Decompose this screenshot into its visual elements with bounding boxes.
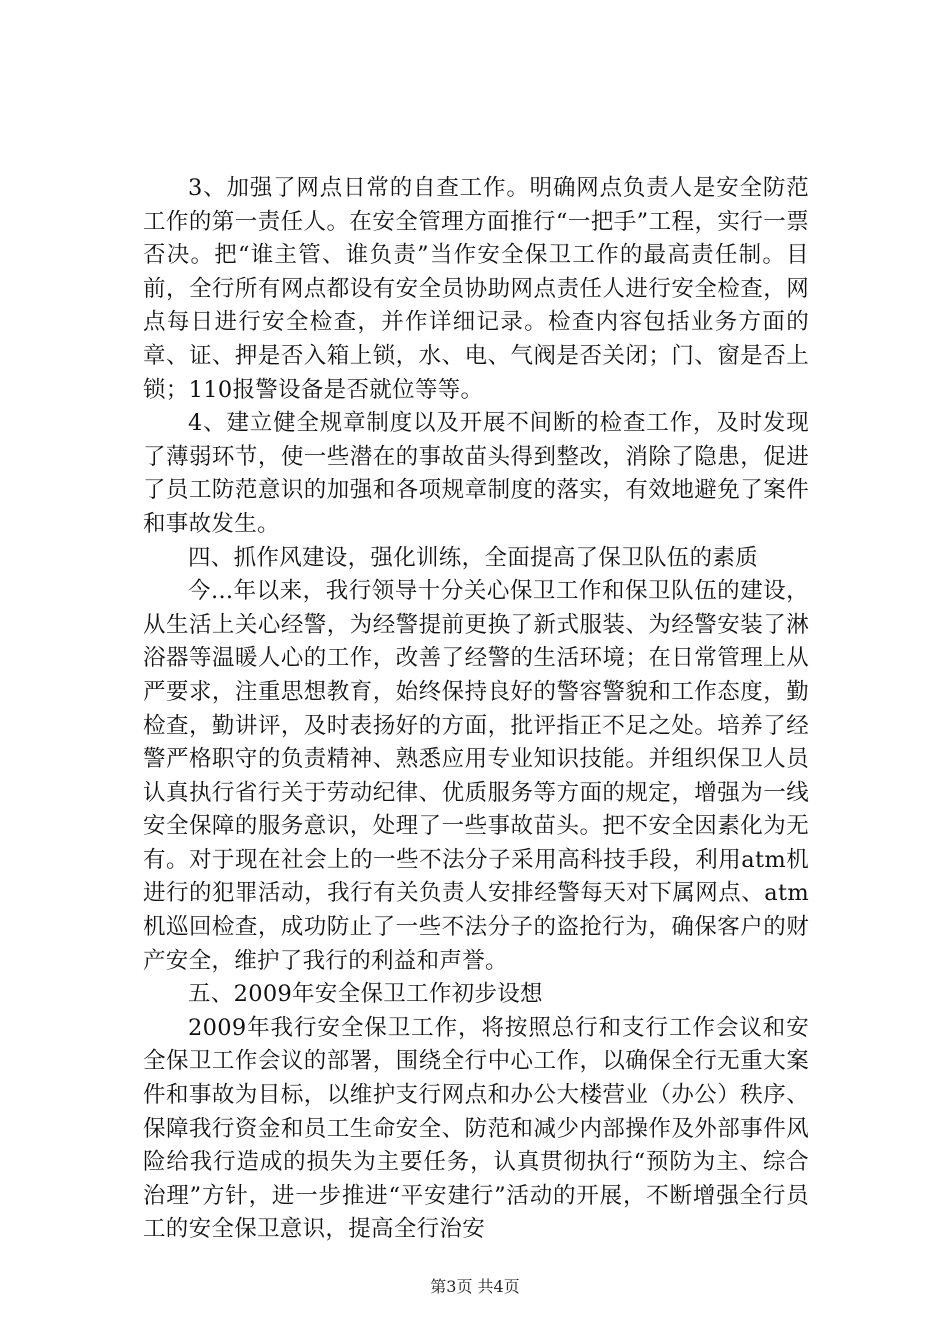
section-heading-five: 五、2009年安全保卫工作初步设想 [188, 981, 543, 1008]
section-heading-four: 四、抓作风建设，强化训练，全面提高了保卫队伍的素质 [188, 544, 759, 571]
paragraph-self-inspection: 3、加强了网点日常的自查工作。明确网点负责人是安全防范工作的第一责任人。在安全管理方面推行“一把手”工程，实行一票否决。把“谁主管、谁负责”当作安全保卫工作的最高责任制。目前，全行所有网点都设有安全员协助网点责任人进行安全检查，网点每日进行安全检查，并作详细记录。检查内容包括业务方面的章、证、押是否入箱上锁，水、电、气阀是否关闭；门、窗是否上锁；110报警设备是否就位等等。 [143, 175, 809, 403]
paragraph-rules-system: 4、建立健全规章制度以及开展不间断的检查工作，及时发现了薄弱环节，使一些潜在的事故苗头得到整改，消除了隐患，促进了员工防范意识的加强和各项规章制度的落实，有效地避免了案件和事故发生。 [143, 410, 809, 537]
paragraph-2009-plan: 2009年我行安全保卫工作，将按照总行和支行工作会议和安全保卫工作会议的部署，围绕全行中心工作，以确保全行无重大案件和事故为目标，以维护支行网点和办公大楼营业（办公）秩序、保障我行资金和员工生命安全、防范和减少内部操作及外部事件风险给我行造成的损失为主要任务，认真贯彻执行“预防为主、综合治理”方针，进一步推进“平安建行”活动的开展，不断增强全行员工的安全保卫意识，提高全行治安 [143, 1014, 809, 1243]
document-body [143, 172, 809, 1247]
paragraph-team-building: 今...年以来，我行领导十分关心保卫工作和保卫队伍的建设，从生活上关心经警，为经警提前更换了新式服装、为经警安装了淋浴器等温暖人心的工作，改善了经警的生活环境；在日常管理上从严要求，注重思想教育，始终保持良好的警容警貌和工作态度，勤检查，勤讲评，及时表扬好的方面，批评指正不足之处。培养了经警严格职守的负责精神、熟悉应用专业知识技能。并组织保卫人员认真执行省行关于劳动纪律、优质服务等方面的规定，增强为一线安全保障的服务意识，处理了一些事故苗头。把不安全因素化为无有。对于现在社会上的一些不法分子采用高科技手段，利用atm机进行的犯罪活动，我行有关负责人安排经警每天对下属网点、atm机巡回检查，成功防止了一些不法分子的盗抢行为，确保客户的财产安全，维护了我行的利益和声誉。 [143, 578, 809, 974]
page-number-footer: 第3页 共4页 [430, 1277, 520, 1296]
